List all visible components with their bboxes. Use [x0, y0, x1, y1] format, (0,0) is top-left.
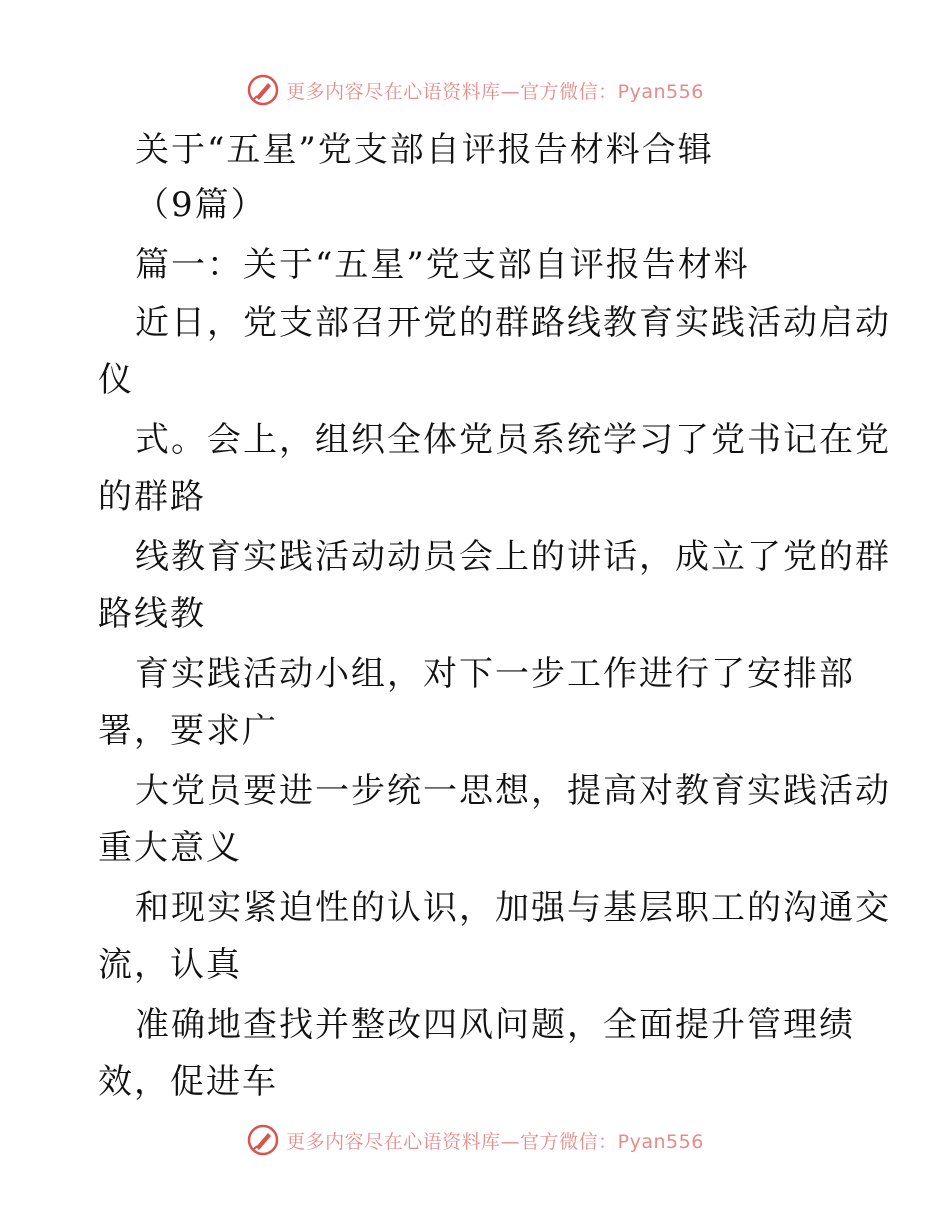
watermark-text: 更多内容尽在心语资料库—官方微信：Pyan556	[286, 80, 704, 103]
paragraph-line: 育实践活动小组，对下一步工作进行了安排部	[135, 654, 855, 694]
footer-watermark	[0, 1120, 950, 1160]
paragraph-line: 近日，党支部召开党的群路线教育实践活动启动	[135, 303, 891, 343]
pen-seal-icon	[246, 1123, 280, 1157]
paragraph-line: 流，认真	[98, 945, 242, 985]
paragraph-line: 路线教	[98, 594, 206, 634]
paragraph-line: 和现实紧迫性的认识，加强与基层职工的沟通交	[135, 888, 891, 928]
document-title-count: （9篇）	[135, 185, 267, 225]
paragraph-line: 仪	[98, 360, 134, 400]
watermark-text: 更多内容尽在心语资料库—官方微信：Pyan556	[286, 1130, 704, 1153]
paragraph-line: 式。会上，组织全体党员系统学习了党书记在党	[135, 420, 891, 460]
header-watermark	[0, 70, 950, 110]
pen-seal-icon	[246, 73, 280, 107]
paragraph-line: 线教育实践活动动员会上的讲话，成立了党的群	[135, 537, 891, 577]
paragraph-line: 重大意义	[98, 828, 242, 868]
section-heading: 篇一：关于“五星”党支部自评报告材料	[135, 245, 750, 285]
document-title: 关于“五星”党支部自评报告材料合辑	[135, 130, 714, 170]
paragraph-line: 效，促进车	[98, 1062, 278, 1102]
paragraph-line: 署，要求广	[98, 711, 278, 751]
paragraph-line: 准确地查找并整改四风问题，全面提升管理绩	[135, 1005, 855, 1045]
paragraph-line: 的群路	[98, 477, 206, 517]
paragraph-line: 大党员要进一步统一思想，提高对教育实践活动	[135, 771, 891, 811]
